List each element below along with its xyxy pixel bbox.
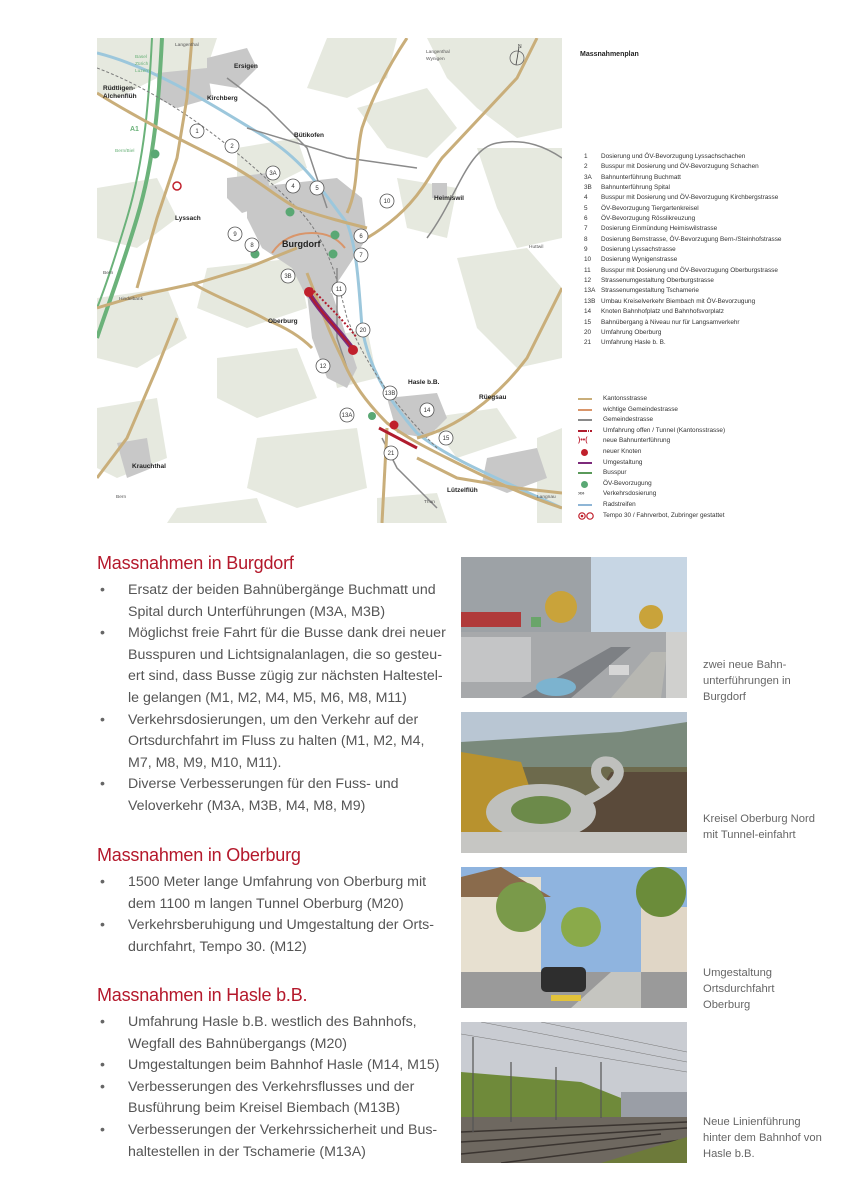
legend-item-busspur: Busspur — [578, 468, 725, 479]
legend-item-umfahrung: Umfahrung offen / Tunnel (Kantonsstrasse) — [578, 426, 725, 437]
measures-map — [97, 38, 562, 523]
photo-village-street — [461, 867, 687, 1008]
new-node — [304, 287, 314, 297]
list-item: • Umgestaltungen beim Bahnhof Hasle (M14, M15) — [97, 1055, 452, 1077]
measure-item: 15 Bahnübergang à Niveau nur für Langsamverkehr — [584, 318, 740, 326]
svg-text:13B: 13B — [384, 391, 396, 397]
svg-text:7: 7 — [359, 253, 363, 259]
legend-item-tempo30: Tempo 30 / Fahrverbot, Zubringer gestattet — [578, 511, 725, 522]
photo-railway — [461, 1022, 687, 1163]
road-line-icon — [578, 419, 592, 421]
svg-text:8: 8 — [250, 243, 254, 249]
red-dot-icon — [581, 449, 588, 456]
photo-caption: Neue Linienführung hinter dem Bahnhof von Hasle b.B. — [703, 1116, 822, 1160]
svg-text:Krauchthal: Krauchthal — [132, 463, 166, 470]
svg-text:Hindelbank: Hindelbank — [119, 297, 144, 302]
section-oberburg — [97, 845, 452, 958]
measure-item: 13A Strassenumgestaltung Tschamerie — [584, 287, 699, 295]
legend-item-neuer-knoten: neuer Knoten — [578, 447, 725, 458]
measure-item: 14 Knoten Bahnhofplatz und Bahnhofsvorplatz — [584, 308, 724, 316]
list-item: • Möglichst freie Fahrt für die Busse dank drei neuer Busspuren und Lichtsignalanlagen, die so gesteu-ert sind, dass Busse zügig zur nächsten Haltestel-le gelangen (M1, M2, M4, M5, M6, M8, M11) — [97, 623, 452, 709]
svg-text:Ersigen: Ersigen — [234, 63, 258, 70]
bullet-list — [97, 580, 452, 818]
measure-item: 12 Strassenumgestaltung Oberburgstrasse — [584, 277, 714, 285]
map-canvas — [97, 38, 562, 523]
section-heading: Massnahmen in Oberburg — [97, 845, 301, 865]
svg-text:1: 1 — [195, 129, 199, 135]
blue-line-icon — [578, 504, 592, 506]
legend-item-umgestaltung: Umgestaltung — [578, 458, 725, 469]
svg-text:Langnau: Langnau — [537, 495, 556, 500]
svg-text:21: 21 — [387, 451, 395, 457]
list-item: • Umfahrung Hasle b.B. westlich des Bahnhofs, Wegfall des Bahnübergangs (M20) — [97, 1012, 452, 1055]
north-label: N — [518, 44, 522, 50]
svg-text:Bern/Biel: Bern/Biel — [115, 149, 135, 154]
list-item: • Verbesserungen der Verkehrssicherheit und Bus-haltestellen in der Tschamerie (M13A) — [97, 1120, 452, 1163]
legend-item-oev: ÖV-Bevorzugung — [578, 479, 725, 490]
section-heading: Massnahmen in Hasle b.B. — [97, 985, 308, 1005]
svg-text:3B: 3B — [284, 274, 292, 280]
photo-caption: zwei neue Bahn-unterführungen in Burgdorf — [703, 659, 791, 703]
svg-text:Huttwil: Huttwil — [529, 245, 544, 250]
legend-item-gemeindestrasse: Gemeindestrasse — [578, 415, 725, 426]
section-heading: Massnahmen in Burgdorf — [97, 553, 294, 573]
svg-text:5: 5 — [315, 186, 319, 192]
svg-text:14: 14 — [423, 408, 431, 414]
svg-text:3A: 3A — [269, 171, 277, 177]
svg-text:Basel: Basel — [135, 55, 147, 60]
speed-rings-icon — [578, 511, 603, 521]
svg-text:6: 6 — [359, 234, 363, 240]
svg-text:Zürich: Zürich — [135, 62, 149, 67]
measure-item: 11 Busspur mit Dosierung und ÖV-Bevorzugung Oberburgstrasse — [584, 266, 778, 274]
measure-item: 8 Dosierung Bernstrasse, ÖV-Bevorzugung Bern-/Steinhofstrasse — [584, 235, 782, 243]
list-item: • 1500 Meter lange Umfahrung von Oberburg mit dem 1100 m langen Tunnel Oberburg (M20) — [97, 872, 452, 915]
tunnel-line-icon — [578, 430, 592, 433]
measure-item: 2 Busspur mit Dosierung und ÖV-Bevorzugung Schachen — [584, 163, 759, 171]
road-line-icon — [578, 409, 592, 411]
legend-item-kantonsstrasse: Kantonsstrasse — [578, 394, 725, 405]
svg-text:Bütikofen: Bütikofen — [294, 132, 324, 139]
measure-item: 1 Dosierung und ÖV-Bevorzugung Lyssachschachen — [584, 153, 746, 160]
legend-item-radstreifen: Radstreifen — [578, 500, 725, 511]
measure-item: 3A Bahnunterführung Buchmatt — [584, 173, 681, 181]
section-burgdorf — [97, 553, 452, 818]
map-legend — [578, 394, 725, 521]
svg-text:11: 11 — [335, 287, 343, 293]
list-item: • Diverse Verbesserungen für den Fuss- und Veloverkehr (M3A, M3B, M4, M8, M9) — [97, 774, 452, 817]
measure-item: 6 ÖV-Bevorzugung Rösslikreuzung — [584, 215, 696, 223]
measure-item: 7 Dosierung Einmündung Heimiswilstrasse — [584, 225, 718, 233]
section-hasle — [97, 985, 452, 1163]
green-line-icon — [578, 472, 592, 474]
bullet-list — [97, 1012, 452, 1163]
svg-text:Heimiswil: Heimiswil — [434, 195, 464, 202]
chevrons-icon: ›››› — [578, 491, 584, 498]
bullet-list — [97, 872, 452, 958]
photo-caption: Kreisel Oberburg Nord mit Tunnel-einfahrt — [703, 813, 815, 841]
svg-text:Alchenflüh: Alchenflüh — [103, 93, 137, 100]
svg-text:Langenthal: Langenthal — [426, 50, 450, 55]
svg-text:Rüdtligen-: Rüdtligen- — [103, 85, 136, 92]
measure-item: 5 ÖV-Bevorzugung Tiergartenkreisel — [584, 204, 699, 212]
tempo30-icon — [173, 182, 181, 190]
svg-text:Thun: Thun — [424, 500, 435, 505]
svg-text:Rüegsau: Rüegsau — [479, 394, 507, 401]
svg-text:Oberburg: Oberburg — [268, 318, 298, 325]
photo-caption: Umgestaltung Ortsdurchfahrt Oberburg — [703, 967, 775, 1011]
measures-list — [584, 152, 781, 349]
legend-item-gemeindestrasse-wichtig: wichtige Gemeindestrasse — [578, 405, 725, 416]
svg-text:Kirchberg: Kirchberg — [207, 95, 238, 102]
map-title: Massnahmenplan — [580, 51, 639, 58]
purple-line-icon — [578, 462, 592, 465]
svg-text:Hasle b.B.: Hasle b.B. — [408, 379, 440, 386]
burgdorf-label: Burgdorf — [282, 239, 321, 249]
new-node — [390, 421, 399, 430]
svg-text:Lützelflüh: Lützelflüh — [447, 487, 478, 494]
new-node — [348, 345, 358, 355]
svg-text:Luzern: Luzern — [135, 69, 150, 74]
svg-text:Langenthal: Langenthal — [175, 43, 199, 48]
svg-text:Bern: Bern — [116, 495, 127, 500]
measure-item: 13B Umbau Kreiselverkehr Biembach mit ÖV-Bevorzugung — [584, 297, 756, 305]
measure-item: 9 Dosierung Lyssachstrasse — [584, 246, 676, 254]
measure-item: 3B Bahnunterführung Spital — [584, 184, 670, 192]
photo-roundabout — [461, 712, 687, 853]
svg-text:4: 4 — [291, 184, 295, 190]
svg-text:Wynigen: Wynigen — [426, 57, 445, 62]
list-item: • Ersatz der beiden Bahnübergänge Buchmatt und Spital durch Unterführungen (M3A, M3B) — [97, 580, 452, 623]
measure-item: 21 Umfahrung Hasle b. B. — [584, 339, 666, 347]
list-item: • Verkehrsdosierungen, um den Verkehr auf der Ortsdurchfahrt im Fluss zu halten (M1, M2, M4, M7, M8, M9, M10, M11). — [97, 710, 452, 775]
svg-text:9: 9 — [233, 232, 237, 238]
road-line-icon — [578, 398, 592, 400]
list-item: • Verkehrsberuhigung und Umgestaltung der Orts-durchfahrt, Tempo 30. (M12) — [97, 915, 452, 958]
list-item: • Verbesserungen des Verkehrsflusses und der Busführung beim Kreisel Biembach (M13B) — [97, 1077, 452, 1120]
svg-text:12: 12 — [319, 364, 327, 370]
svg-text:13A: 13A — [341, 413, 353, 419]
svg-text:Bern: Bern — [103, 271, 114, 276]
green-dot-icon — [581, 481, 588, 488]
svg-text:2: 2 — [230, 144, 234, 150]
svg-text:20: 20 — [359, 328, 367, 334]
underpass-icon: )••( — [578, 437, 588, 445]
svg-text:10: 10 — [383, 199, 391, 205]
svg-text:15: 15 — [442, 436, 450, 442]
measure-item: 10 Dosierung Wynigenstrasse — [584, 256, 678, 264]
legend-item-dosierung: ›››› Verkehrsdosierung — [578, 489, 725, 500]
measure-item: 20 Umfahrung Oberburg — [584, 328, 662, 336]
photo-underpass — [461, 557, 687, 698]
a1-label: A1 — [130, 126, 139, 133]
measure-item: 4 Busspur mit Dosierung und ÖV-Bevorzugung Kirchbergstrasse — [584, 194, 779, 202]
svg-text:Lyssach: Lyssach — [175, 215, 201, 222]
legend-item-bahnunterfuehrung: )••( neue Bahnunterführung — [578, 436, 725, 447]
